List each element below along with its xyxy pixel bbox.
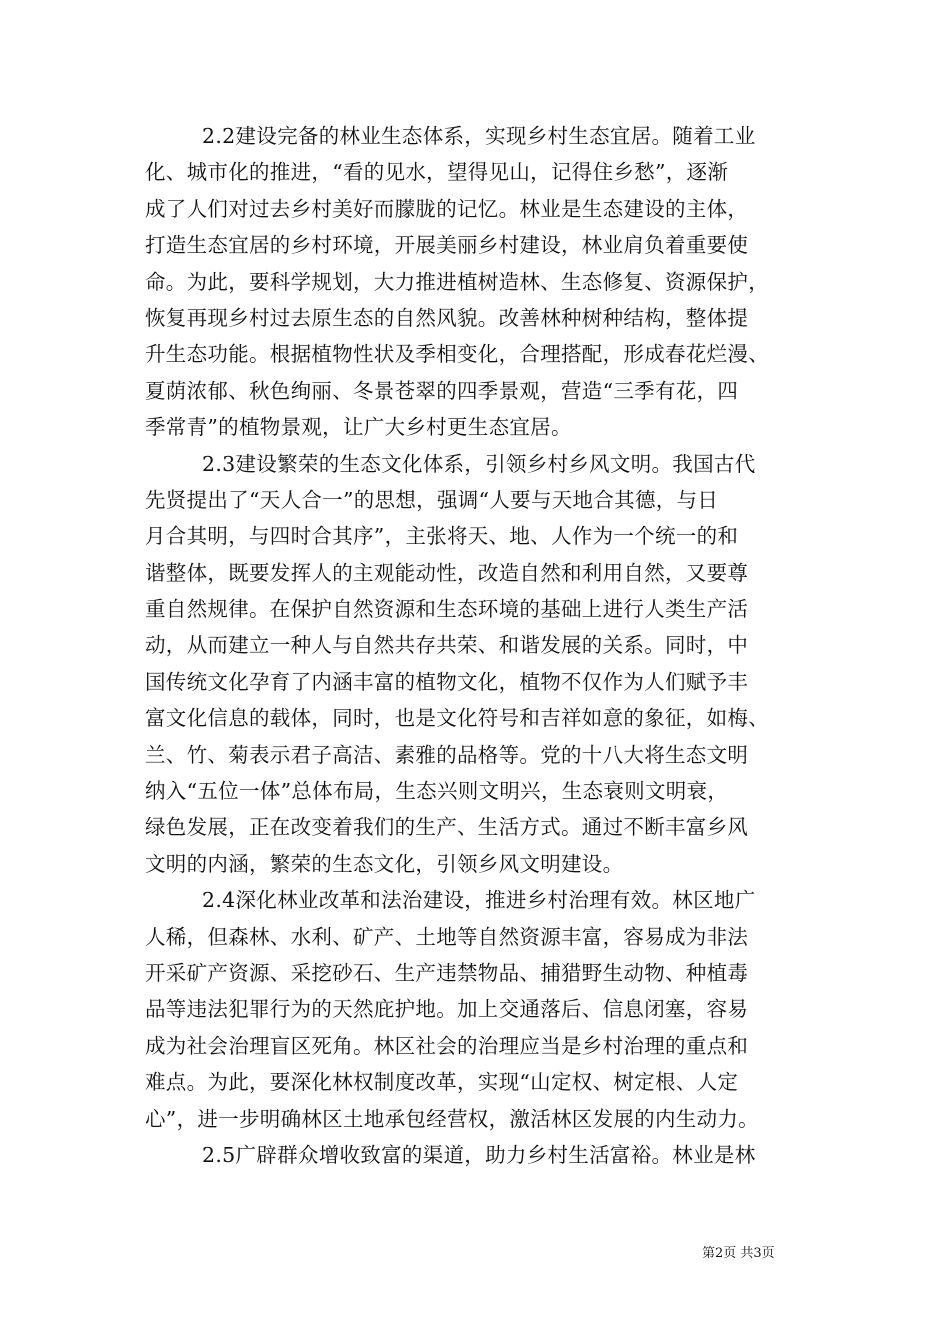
text-line: 2.2建设完备的林业生态体系，实现乡村生态宜居。随着工业	[202, 124, 756, 148]
paragraph-2-5	[145, 1137, 825, 1173]
text-line: 夏荫浓郁、秋色绚丽、冬景苍翠的四季景观，营造“三季有花，四	[145, 378, 739, 403]
text-line: 富文化信息的载体，同时，也是文化符号和吉祥如意的象征，如梅、	[145, 706, 769, 731]
text-line: 月合其明，与四时合其序”，主张将天、地、人作为一个统一的和	[145, 524, 739, 549]
text-line: 兰、竹、菊表示君子高洁、素雅的品格等。党的十八大将生态文明	[145, 742, 749, 767]
paragraph-2-2	[145, 118, 825, 446]
text-line: 2.5广辟群众增收致富的渠道，助力乡村生活富裕。林业是林	[202, 1142, 756, 1167]
text-line: 化、城市化的推进，“看的见水，望得见山，记得住乡愁”，逐渐	[145, 160, 729, 185]
paragraph-2-4	[145, 882, 825, 1137]
text-line: 成为社会治理盲区死角。林区社会的治理应当是乡村治理的重点和	[145, 1033, 749, 1058]
text-line: 国传统文化孕育了内涵丰富的植物文化，植物不仅作为人们赋予丰	[145, 669, 749, 694]
page-number: 第2页 共3页	[702, 1246, 775, 1261]
text-line: 开采矿产资源、采挖砂石、生产违禁物品、捕猎野生动物、种植毒	[145, 960, 749, 985]
text-line: 升生态功能。根据植物性状及季相变化，合理搭配，形成春花烂漫、	[145, 342, 769, 367]
text-line: 季常青”的植物景观，让广大乡村更生态宜居。	[145, 415, 572, 440]
text-line: 成了人们对过去乡村美好而朦胧的记忆。林业是生态建设的主体，	[145, 196, 749, 221]
text-line: 纳入“五位一体”总体布局，生态兴则文明兴，生态衰则文明衰，	[145, 779, 729, 804]
text-line: 先贤提出了“天人合一”的思想，强调“人要与天地合其德，与日	[145, 487, 719, 512]
text-line: 心”，进一步明确林区土地承包经营权，激活林区发展的内生动力。	[145, 1106, 759, 1131]
text-line: 恢复再现乡村过去原生态的自然风貌。改善林种树种结构，整体提	[145, 305, 749, 330]
body-text	[145, 118, 825, 1173]
text-line: 动，从而建立一种人与自然共存共荣、和谐发展的关系。同时，中	[145, 633, 749, 658]
paragraph-2-3	[145, 446, 825, 883]
text-line: 品等违法犯罪行为的天然庇护地。加上交通落后、信息闭塞，容易	[145, 997, 749, 1022]
text-line: 重自然规律。在保护自然资源和生态环境的基础上进行人类生产活	[145, 597, 749, 622]
text-line: 绿色发展，正在改变着我们的生产、生活方式。通过不断丰富乡风	[145, 815, 749, 840]
text-line: 打造生态宜居的乡村环境，开展美丽乡村建设，林业肩负着重要使	[145, 233, 749, 258]
text-line: 2.4深化林业改革和法治建设，推进乡村治理有效。林区地广	[202, 888, 756, 913]
text-line: 命。为此，要科学规划，大力推进植树造林、生态修复、资源保护，	[145, 269, 769, 294]
text-line: 文明的内涵，繁荣的生态文化，引领乡风文明建设。	[145, 851, 624, 876]
text-line: 谐整体，既要发挥人的主观能动性，改造自然和利用自然，又要尊	[145, 560, 749, 585]
text-line: 难点。为此，要深化林权制度改革，实现“山定权、树定根、人定	[145, 1070, 739, 1095]
text-line: 人稀，但森林、水利、矿产、土地等自然资源丰富，容易成为非法	[145, 924, 749, 949]
text-line: 2.3建设繁荣的生态文化体系，引领乡村乡风文明。我国古代	[202, 451, 756, 476]
